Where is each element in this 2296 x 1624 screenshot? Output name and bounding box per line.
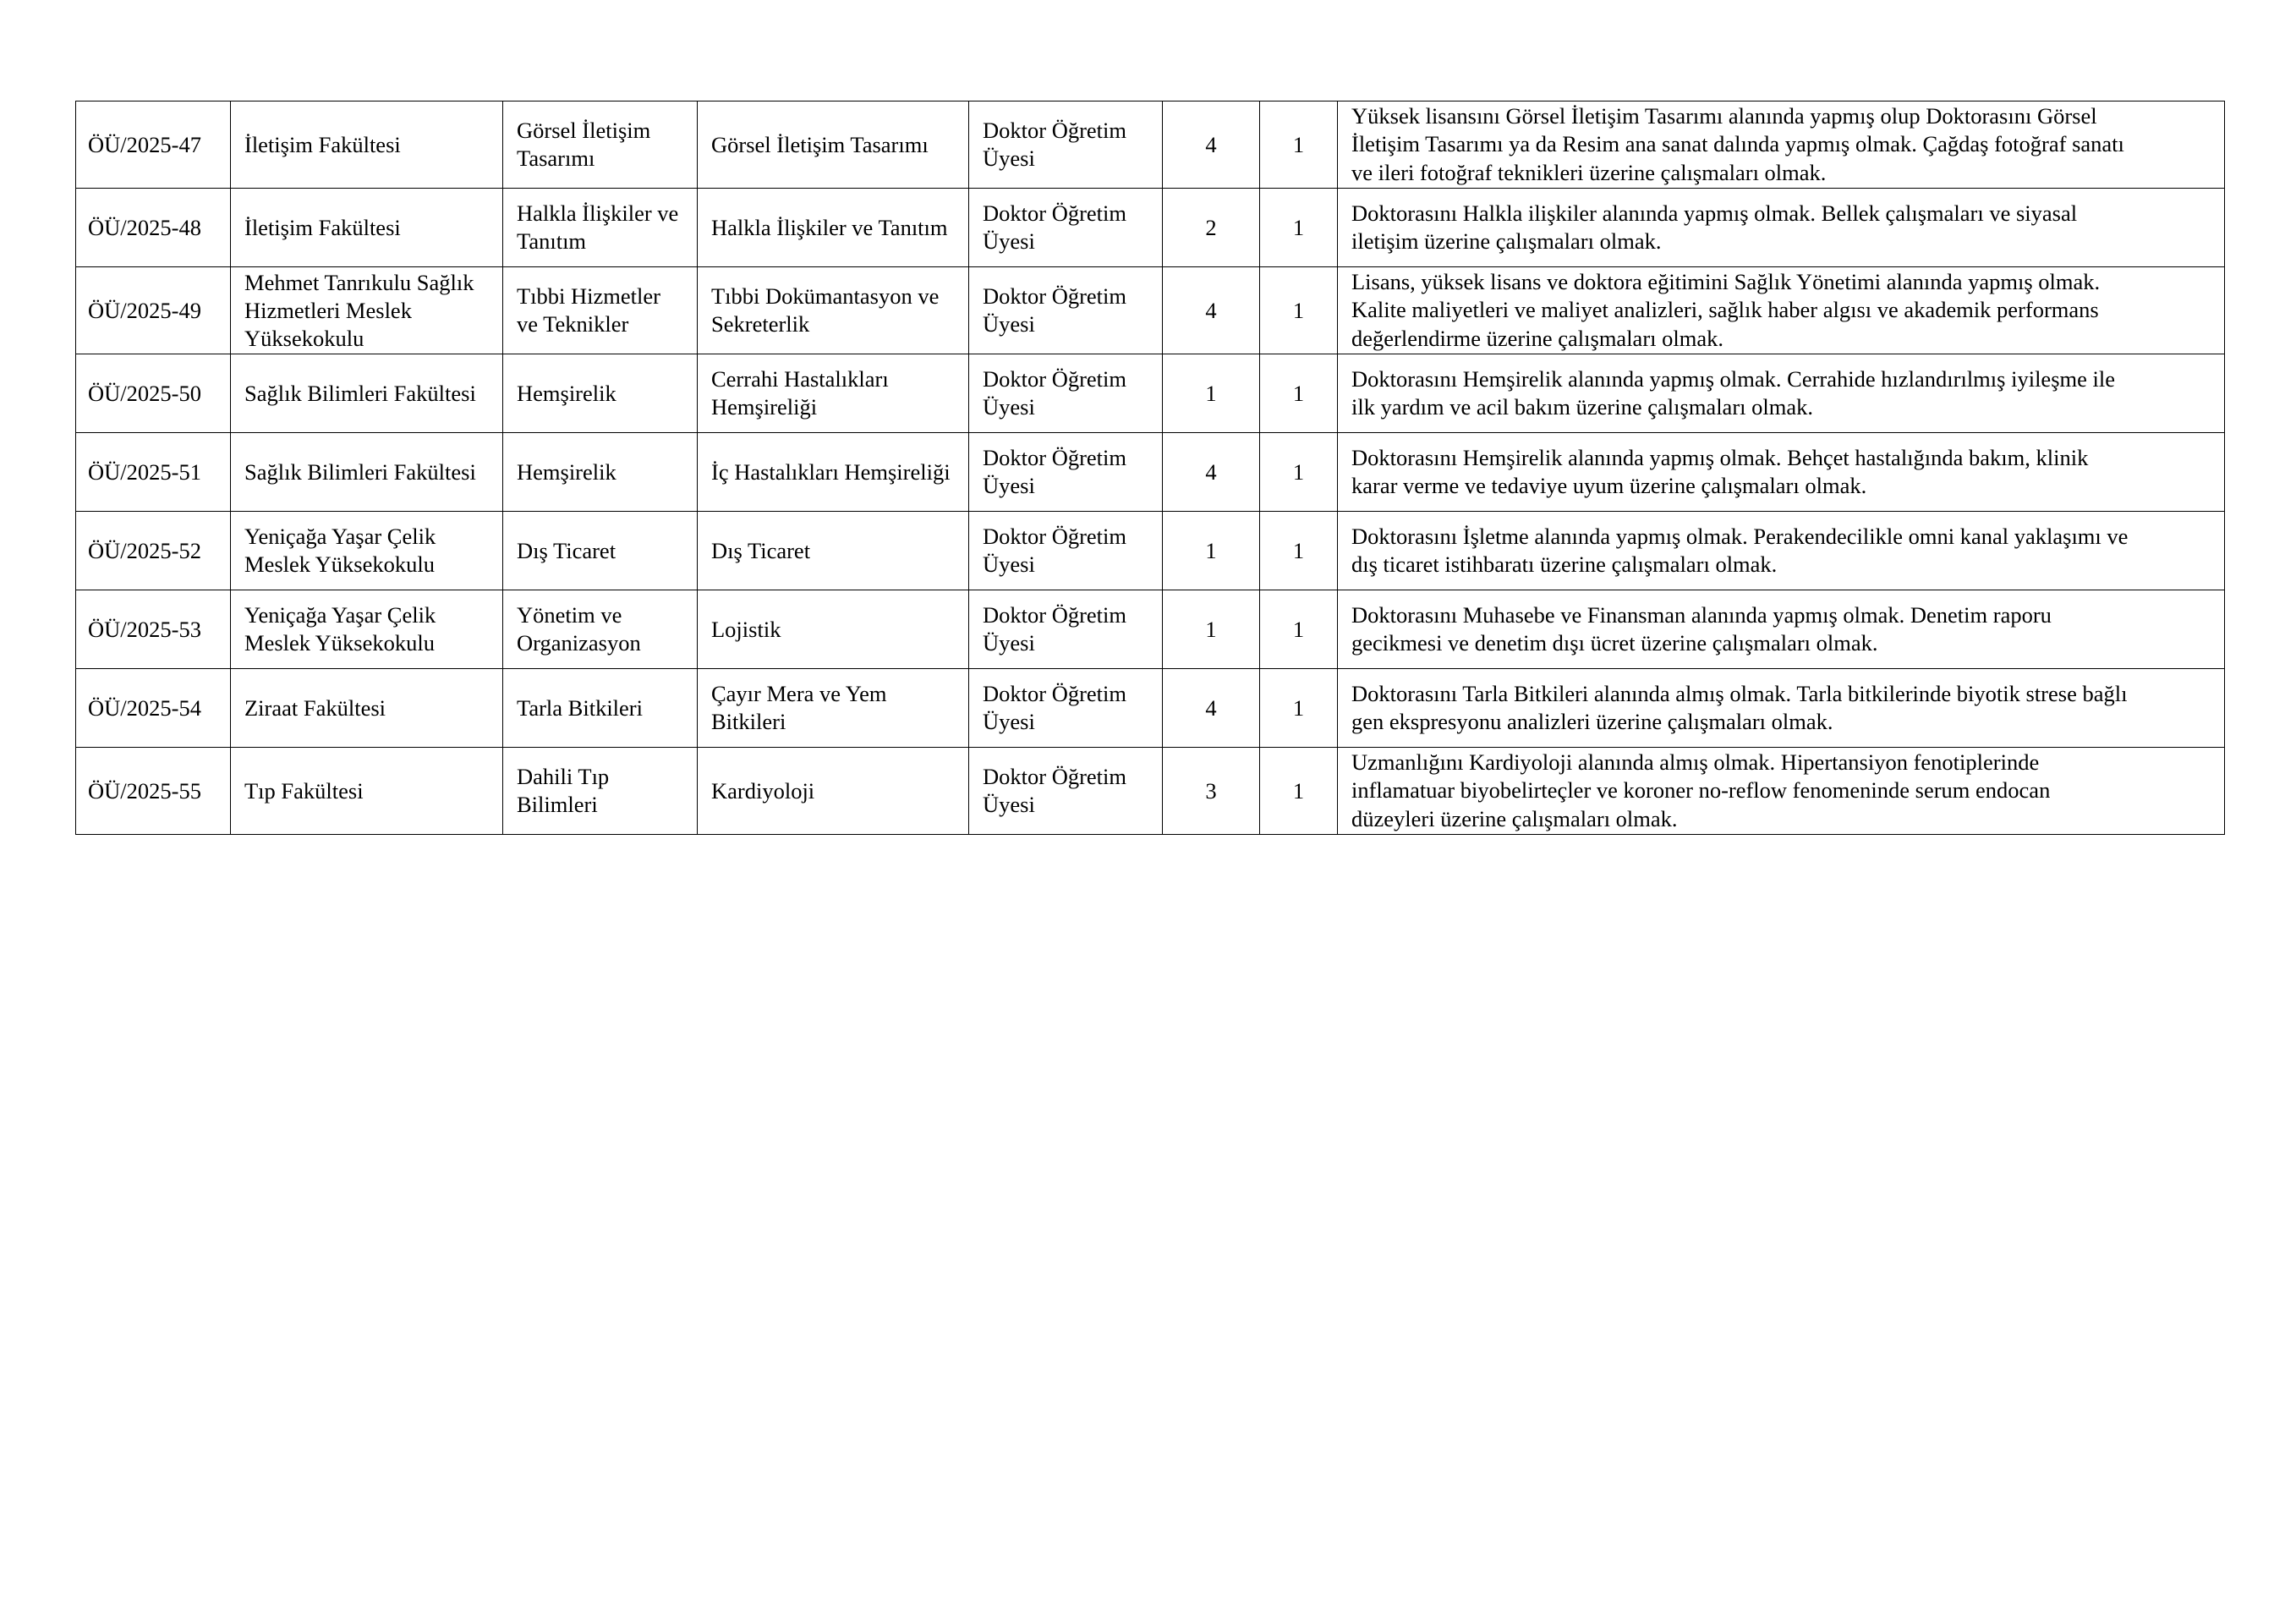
position-count: 1: [1260, 354, 1338, 433]
requirement-line: Doktorasını Halkla ilişkiler alanında yapmış olmak. Bellek çalışmaları ve siyasal: [1351, 200, 2078, 226]
position-code: ÖÜ/2025-48: [76, 189, 231, 267]
requirement-line: dış ticaret istihbaratı üzerine çalışmaları olmak.: [1351, 551, 1778, 577]
requirement-line: Doktorasını Tarla Bitkileri alanında almış olmak. Tarla bitkilerinde biyotik strese bağlı: [1351, 680, 2128, 706]
department-name: Hemşirelik: [503, 354, 698, 433]
requirements-cell: [1338, 354, 2225, 433]
requirement-line: Doktorasını Hemşirelik alanında yapmış olmak. Cerrahide hızlandırılmış iyileşme ile: [1351, 365, 2115, 392]
requirement-line: değerlendirme üzerine çalışmaları olmak.: [1351, 325, 1723, 351]
requirements-cell: [1338, 433, 2225, 512]
requirement-line: düzeyleri üzerine çalışmaları olmak.: [1351, 805, 1678, 831]
unit-name: Yeniçağa Yaşar Çelik Meslek Yüksekokulu: [231, 590, 503, 669]
program-name: İç Hastalıkları Hemşireliği: [698, 433, 969, 512]
unit-name: Sağlık Bilimleri Fakültesi: [231, 433, 503, 512]
position-code: ÖÜ/2025-53: [76, 590, 231, 669]
table-row: [76, 669, 2225, 748]
requirements-cell: [1338, 590, 2225, 669]
program-name: Cerrahi Hastalıkları Hemşireliği: [698, 354, 969, 433]
program-name: Lojistik: [698, 590, 969, 669]
unit-name: İletişim Fakültesi: [231, 189, 503, 267]
requirement-line: gen ekspresyonu analizleri üzerine çalışmaları olmak.: [1351, 709, 1833, 734]
position-count: 1: [1260, 102, 1338, 189]
table-row: [76, 433, 2225, 512]
department-name: Hemşirelik: [503, 433, 698, 512]
academic-title: Doktor Öğretim Üyesi: [969, 748, 1163, 835]
degree-value: 1: [1163, 590, 1260, 669]
unit-name: Yeniçağa Yaşar Çelik Meslek Yüksekokulu: [231, 512, 503, 590]
position-count: 1: [1260, 748, 1338, 835]
department-name: Dahili Tıp Bilimleri: [503, 748, 698, 835]
requirement-line: Doktorasını İşletme alanında yapmış olmak. Perakendecilikle omni kanal yaklaşımı ve: [1351, 523, 2129, 549]
position-count: 1: [1260, 669, 1338, 748]
degree-value: 4: [1163, 267, 1260, 354]
position-count: 1: [1260, 433, 1338, 512]
program-name: Tıbbi Dokümantasyon ve Sekreterlik: [698, 267, 969, 354]
position-count: 1: [1260, 189, 1338, 267]
requirements-cell: [1338, 102, 2225, 189]
academic-title: Doktor Öğretim Üyesi: [969, 433, 1163, 512]
table-row: [76, 102, 2225, 189]
degree-value: 1: [1163, 512, 1260, 590]
position-code: ÖÜ/2025-55: [76, 748, 231, 835]
position-code: ÖÜ/2025-50: [76, 354, 231, 433]
requirement-line: Doktorasını Hemşirelik alanında yapmış olmak. Behçet hastalığında bakım, klinik: [1351, 444, 2089, 470]
requirement-line: Doktorasını Muhasebe ve Finansman alanında yapmış olmak. Denetim raporu: [1351, 601, 2052, 628]
requirement-line: ve ileri fotoğraf teknikleri üzerine çalışmaları olmak.: [1351, 159, 1827, 185]
academic-title: Doktor Öğretim Üyesi: [969, 354, 1163, 433]
program-name: Dış Ticaret: [698, 512, 969, 590]
position-code: ÖÜ/2025-51: [76, 433, 231, 512]
requirement-line: Yüksek lisansını Görsel İletişim Tasarımı alanında yapmış olup Doktorasını Görsel: [1351, 102, 2097, 129]
program-name: Görsel İletişim Tasarımı: [698, 102, 969, 189]
degree-value: 4: [1163, 102, 1260, 189]
unit-name: Tıp Fakültesi: [231, 748, 503, 835]
requirements-cell: [1338, 669, 2225, 748]
program-name: Çayır Mera ve Yem Bitkileri: [698, 669, 969, 748]
requirements-cell: [1338, 748, 2225, 835]
program-name: Kardiyoloji: [698, 748, 969, 835]
requirement-line: karar verme ve tedaviye uyum üzerine çalışmaları olmak.: [1351, 473, 1867, 498]
academic-title: Doktor Öğretim Üyesi: [969, 102, 1163, 189]
position-count: 1: [1260, 590, 1338, 669]
degree-value: 1: [1163, 354, 1260, 433]
position-code: ÖÜ/2025-47: [76, 102, 231, 189]
degree-value: 4: [1163, 433, 1260, 512]
position-count: 1: [1260, 512, 1338, 590]
table-row: [76, 354, 2225, 433]
unit-name: İletişim Fakültesi: [231, 102, 503, 189]
table-row: [76, 590, 2225, 669]
position-code: ÖÜ/2025-54: [76, 669, 231, 748]
position-count: 1: [1260, 267, 1338, 354]
requirement-line: Lisans, yüksek lisans ve doktora eğitimini Sağlık Yönetimi alanında yapmış olmak.: [1351, 268, 2101, 294]
requirements-cell: [1338, 267, 2225, 354]
requirement-line: gecikmesi ve denetim dışı ücret üzerine çalışmaları olmak.: [1351, 630, 1878, 656]
unit-name: Ziraat Fakültesi: [231, 669, 503, 748]
department-name: Yönetim ve Organizasyon: [503, 590, 698, 669]
department-name: Görsel İletişim Tasarımı: [503, 102, 698, 189]
department-name: Halkla İlişkiler ve Tanıtım: [503, 189, 698, 267]
requirements-cell: [1338, 512, 2225, 590]
academic-title: Doktor Öğretim Üyesi: [969, 590, 1163, 669]
academic-title: Doktor Öğretim Üyesi: [969, 669, 1163, 748]
requirement-line: Kalite maliyetleri ve maliyet analizleri, sağlık haber algısı ve akademik performans: [1351, 297, 2099, 323]
requirements-cell: [1338, 189, 2225, 267]
faculty-positions-table: [75, 101, 2225, 835]
academic-title: Doktor Öğretim Üyesi: [969, 189, 1163, 267]
academic-title: Doktor Öğretim Üyesi: [969, 512, 1163, 590]
requirement-line: Uzmanlığını Kardiyoloji alanında almış olmak. Hipertansiyon fenotiplerinde: [1351, 749, 2040, 775]
department-name: Tıbbi Hizmetler ve Teknikler: [503, 267, 698, 354]
degree-value: 2: [1163, 189, 1260, 267]
degree-value: 3: [1163, 748, 1260, 835]
unit-name: Mehmet Tanrıkulu Sağlık Hizmetleri Meslek Yüksekokulu: [231, 267, 503, 354]
table-row: [76, 267, 2225, 354]
position-code: ÖÜ/2025-49: [76, 267, 231, 354]
requirement-line: iletişim üzerine çalışmaları olmak.: [1351, 228, 1662, 254]
requirement-line: İletişim Tasarımı ya da Resim ana sanat dalında yapmış olmak. Çağdaş fotoğraf sanatı: [1351, 131, 2124, 157]
requirement-line: ilk yardım ve acil bakım üzerine çalışmaları olmak.: [1351, 394, 1813, 420]
requirement-line: inflamatuar biyobelirteçler ve koroner no-reflow fenomeninde serum endocan: [1351, 777, 2051, 804]
academic-title: Doktor Öğretim Üyesi: [969, 267, 1163, 354]
table-row: [76, 512, 2225, 590]
unit-name: Sağlık Bilimleri Fakültesi: [231, 354, 503, 433]
program-name: Halkla İlişkiler ve Tanıtım: [698, 189, 969, 267]
department-name: Dış Ticaret: [503, 512, 698, 590]
table-row: [76, 748, 2225, 835]
department-name: Tarla Bitkileri: [503, 669, 698, 748]
position-code: ÖÜ/2025-52: [76, 512, 231, 590]
degree-value: 4: [1163, 669, 1260, 748]
table-row: [76, 189, 2225, 267]
